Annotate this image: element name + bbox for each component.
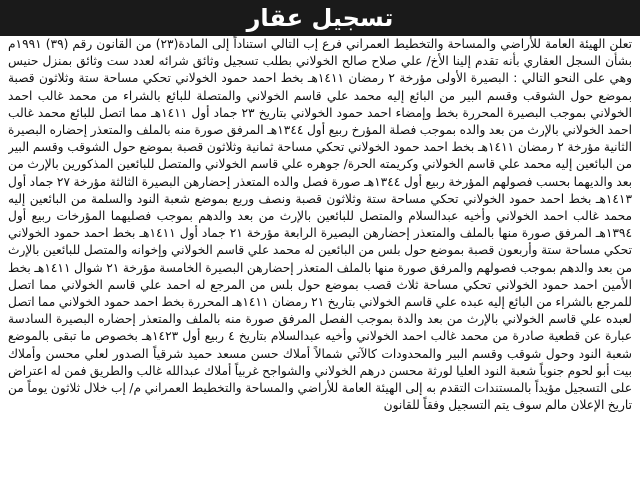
header-bar <box>0 0 640 36</box>
notice-body <box>8 36 632 478</box>
notice-body-paragraph: تعلن الهيئة العامة للأراضي والمساحة والتخطيط العمراني فرع إب التالي استناداً إلى المادة(٢٣) من القانون رقم (٣٩) ١٩٩١م بشأن السجل العقاري بأنه تقدم إلينا الأخ/ علي صلاح صالح الخولاني بطلب تسجيل وثائق شرائه لعدد ست وثائق بمنزل حنيس وهي على النحو التالي : البصيرة الأولى مؤرخة ٢ رمضان ١٤١١هـ بخط احمد حمود الخولاني تحكي مساحة ستة وثلاثون قصبة بموضع حول الشوقب وقسم البير من البائع إليه محمد علي قاسم الخولاني والمتصلة للبائع بالشراء من محمد غالب احمد الخولاني بموجب البصيرة المحررة بخط وإمضاء احمد حمود الخولاني بتاريخ ٢٣ جماد أول ١٤١١هـ مما اتصل للبائع محمد غالب احمد الخولاني بالإرث من بعد والده بموجب فصلة المؤرخ ربيع أول ١٣٤٤هـ المرفق صورة منه بالملف والمتعذر إحضاره البصيرة الثانية مؤرخة ٢ رمضان ١٤١١هـ بخط احمد حمود الخولاني تحكي مساحة ثمانية وثلاثون قصبة بموضع حول الشوقب وقسم البير من البائعين إليه محمد علي قاسم الخولاني وكريمته الحرة/ جوهره علي قاسم الخولاني والمتصل للبائعين المذكورين بالإرث من بعد والديهما بحسب فصولهم المؤرخة ربيع أول ١٣٤٤هـ صورة فصل والده المتعذر إحضارهن البصيرة الثالثة مؤرخة ٢٧ جماد أول ١٤١٣هـ بخط احمد حمود الخولاني تحكي مساحة ستة وثلاثون قصبة ونصف وربع بموضع شعبة النود والسلمة من البائعين إليه محمد غالب احمد الخولاني وأخيه عبدالسلام والمتصل للبائعين بالإرث من بعد والدهم بموجب فصليهما المؤرخات ربيع أول ١٣٩٤هـ المرفق صورة منها بالملف والمتعذر إحضارهن البصيرة الرابعة مؤرخة ٢١ جماد أول ١٤١١هـ بخط احمد حمود الخولاني تحكي مساحة ستة وأربعون قصبة بموضع حول بلس من البائعين له محمد علي قاسم الخولاني وإخوانه والمتصل للبائعين بالإرث من بعد والدهم بموجب فصولهم والمرفق صورة منها بالملف المتعذر إحضارهن البصيرة الخامسة مؤرخة ٢١ شوال ١٤١١هـ بخط الأمين احمد حمود الخولاني تحكي مساحة ثلاث قصب بموضع حول بلس من المرجع له احمد علي قاسم الخولاني مما اتصل للمرجع بالشراء من البائع إليه عبده علي قاسم الخولاني بتاريخ ٢١ رمضان ١٤١١هـ المحررة بخط احمد حمود الخولاني مما اتصل لعبده علي قاسم الخولاني بالإرث من بعد والدة بموجب الفصل المرفق صورة منه بالملف والمتعذر إحضاره البصيرة السادسة عبارة عن قطعية صادرة من محمد غالب احمد الخولاني وأخيه عبدالسلام بتاريخ ٤ ربيع أول ١٤٢٣هـ بخصوص ما تبقى بالموضع شعبة النود وحول شوقب وقسم البير والمحدودات كالآتي شمالاً أملاك حسن مسعد حميد شرقياً الصدور لعلي محسن وأملاك بيت أبو لحوم جنوباً شعبة النود العليا لورثة محسن درهم الخولاني والشواجح غربياً أملاك عبدالله غالب والطريق فمن له اعتراض على التسجيل مؤيداً بالمستندات التقدم به إلى الهيئة العامة للأراضي والمساحة والتخطيط العمراني م/ إب خلال ثلاثون يوماً من تاريخ الإعلان مالم سوف يتم التسجيل وفقاً للقانون <box>8 37 632 413</box>
notice-title: تسجيل عقار <box>246 4 394 32</box>
